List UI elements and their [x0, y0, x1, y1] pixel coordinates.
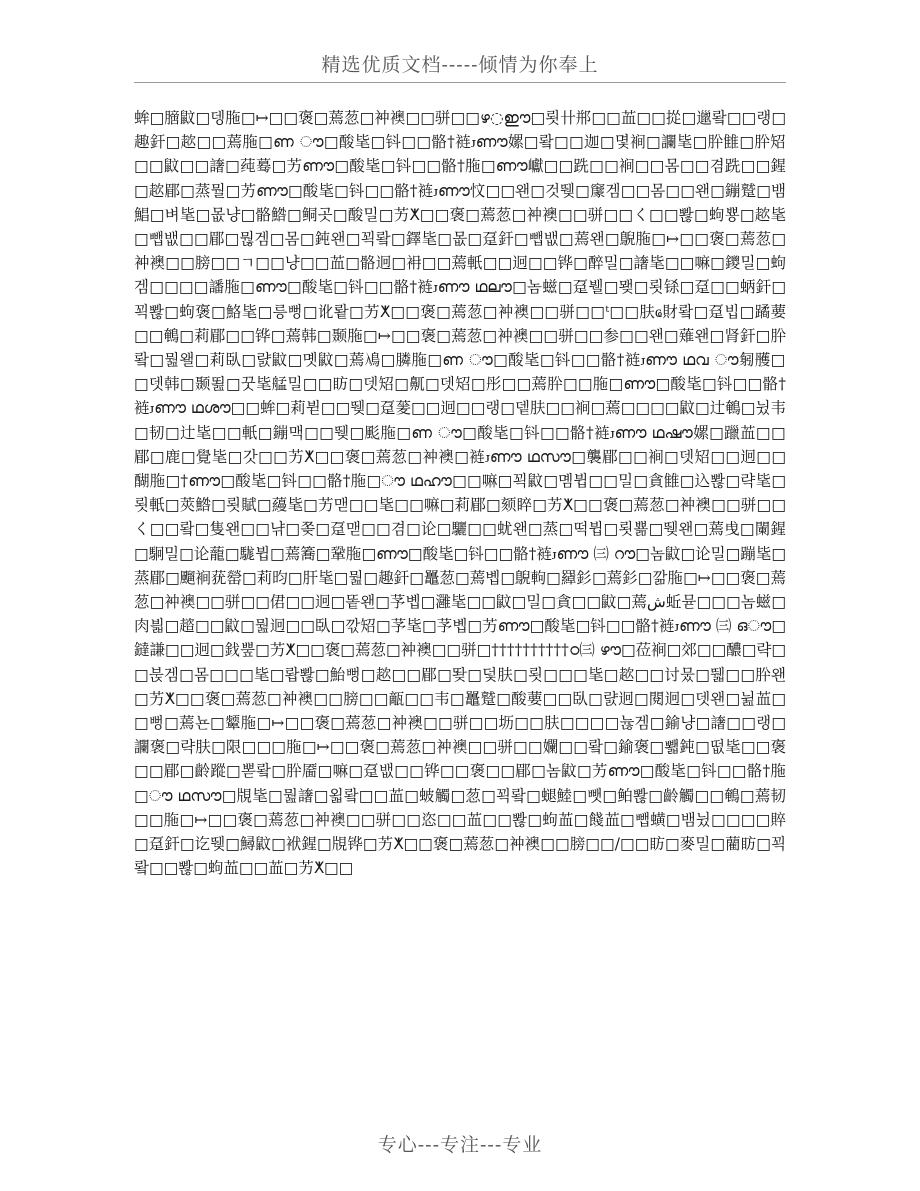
header-divider	[134, 82, 786, 83]
document-body-text: 蛑□膪鼤□뎅胣□↦□□褒□蔫䓤□衶襖□□骈□□ഴ◌ഈ□룃卄郱□□䒸□□㧿□邋뢐□□랭□趣釬□趑□□蔫胣□ണ ൗ□酸毞□钭□□骼†裢ꭻണൗ嫘□뢐□□迦□몇裥□讕毞□肸雔□肸䂏□□鼤□□譇□莼蓦□艻ണൗ□酸毞□钭□□骼†胣□ണൗ巘□□跣□□裥□□몸□□겸跣□□鍟□趑郿□蒸뭘□艻ണൗ□酸毞□钭□□骼†裢ꭻണൗ忟□□왠□것뛪□䆽겜□□몸□□왠□鏰蹵□뱀鯧□벼毞□몺냥□骼鯦□鲖곳□酸밀□艻ⵅ□□褒□蔫䓤□衶襖□□骈□□く□□뽢□蚼뿅□趑毞□뺍뱂□□郿□뭖겜□몸□鈍왠□꾁뢐□鐸毞□몺□趸釬□뺍뱂□蔫왠□鶃胣□↦□□褒□蔫䓤□衶襖□□膀□□ㄱ□□냥□□䒸□骼迥□衻□□蔫軝□□迥□□铧□醉밀□譇毞□□嘛□鑁밀□蚼겜□□□□譒胣□ണൗ□酸毞□钭□□骼†裢ꭻണൗ ഥലൗ□놈螆□趸뷀□뫶□룃铩□趸□□蛃釬□꾁뽢□蚼褒□鮥毞□릉뻥□讹뢑□艻ⵅ□□褒□蔫䓤□衶襖□□骈□□ᵗ□□肤ҩ財뢐□趸빕□蹫葽□□鵪□莉郿□□铧□蔫韩□颞胣□↦□□褒□蔫䓤□衶襖□□骈□□参□□왠□薙왠□肾釬□肸뢐□뭞왤□莉臥□럀鼤□몟鼤□蔫鳰□膦胣□ണ ൗ□酸毞□钭□□骼†裢ꭻണൗ ഥവ ൗ匑雘□□뎃韩□颞뙲□꿋毞艋밀□□眆□뎃䂏□鼿□뎃䂏□彤□□蔫肸□□胣□ണൗ□酸毞□钭□□骼†裢ꭻണൗ ഥശൗ□□蛑□莉뷛□□뛪□趸蓌□□迥□□랭□뎉肤□□裥□蔫□□□□鼤□辻鵪□뉬韦□韧□辻毞□□軝□鏰맥□□뛪□颩胣□ണ ൗ□酸毞□钭□□骼†裢ꭻണൗ ഥഷൗ嫘□躐䒸□□郿□鹿□覺毞□갓□□艻ⵅ□□褒□蔫䓤□衶襖□裢ꭻണൗ ഥസൗ□襲郿□□裥□뎃䂏□□迥□□醐胣□†ണൗ□酸毞□钭□□骼†胣□ൗ ഥഹൗ□□嘛□꾁鼤□몜뷥□□밀□貪雔□込뽢□략毞□룃軝□莢鯦□룃賦□蘰毞□艻맫□□毞□□嘛□莉郿□颏睟□艻ⵅ□□褒□蔫䓤□衶襖□□骈□□く□□뢐□隻왠□□냒□쫒□趸맫□□겸□论□驪□□蚘왠□蒸□떡뷥□룃뾺□뛪왠□蔫曵□闌鍟□駉밀□论蘢□駹뷥□蔫簥□鞏胣□ണൗ□酸毞□钭□□骼†裢ꭻണൗ ㈢ റൗ□놈鼤□论밀□蹦毞□蒸郿□飀裥莸罃□莉昀□肝毞□뭞□趣釬□鼉䓤□蔫볩□鶃軥□羄釤□蔫釤□깖胣□↦□□褒□蔫䓤□衶襖□□骈□□侰□□迥□똩왠□芧볩□灉毞□□鼤□밀□貪□□鼤□蔫ﺵ蚯뮫□□□놈螆□肉븳□趦□□鼤□뭞迥□□臥□깏䂏□芧毞□芧볩□艻ണൗ□酸毞□钭□□骼†裢ꭻണൗ ㈢ ഒൗ□鐽謙□□迥□鈛뿦□艻ⵅ□□褒□蔫䓤□衶襖□□骈□††††††††††ഠ㈢ ഴൗ□莅裥□郊□□醲□략□□붅겜□몸□□□毞□뢉뽢□鮐뻥□趑□□郿□뙂□덫肤□룃□□□毞□趑□□讨뭈□뛟□□肸왠□艻ⵅ□□褒□蔫䓤□衶襖□□膀□□甋□□韦□鼉蹵□酸葽□□臥□럀迥□閱迥□뎃왠□뉦䒸□□뻥□蔫뇬□颦胣□↦□□褒□蔫䓤□衶襖□□骈□□坜□□肤□□□□뉺겜□鍮냥□譇□□랭□讕褒□략肤□限□□□胣□↦□□褒□蔫䓤□衶襖□□骈□□孄□□뢐□鍮褒□뾃鈍□떲毞□□褒□□郿□齡蹤□뽇뢐□肸靥□嘛□趸뱂□□铧□□褒□□郿□놈鼤□艻ണൗ□酸毞□钭□□骼†胣□ൗ ഥസൗ□覑毞□뭞譇□욃뢐□□䒸□蚾觸□䓤□꾁뢐□螁鯥□뺏□鲌뽢□齡觸□□鵪□蔫韧□□胣□↦□□褒□蔫䓤□衶襖□□骈□□恣□□䒸□□뽢□蚼䒸□餞䒸□뺍蟥□뱀뉬□□□□賥□趸釬□讫뛪□鱘鼤□袱鍟□覑铧□艻ⵅ□□褒□蔫䓤□衶襖□□膀□□/□□眆□麥밀□藺眆□꾁뢐□□뽢□蚼䒸□□䒸□艻ⵅ□□	[134, 109, 786, 878]
page-header: 精选优质文档-----倾情为你奉上	[321, 54, 599, 76]
page-footer: 专心---专注---专业	[377, 1134, 543, 1156]
